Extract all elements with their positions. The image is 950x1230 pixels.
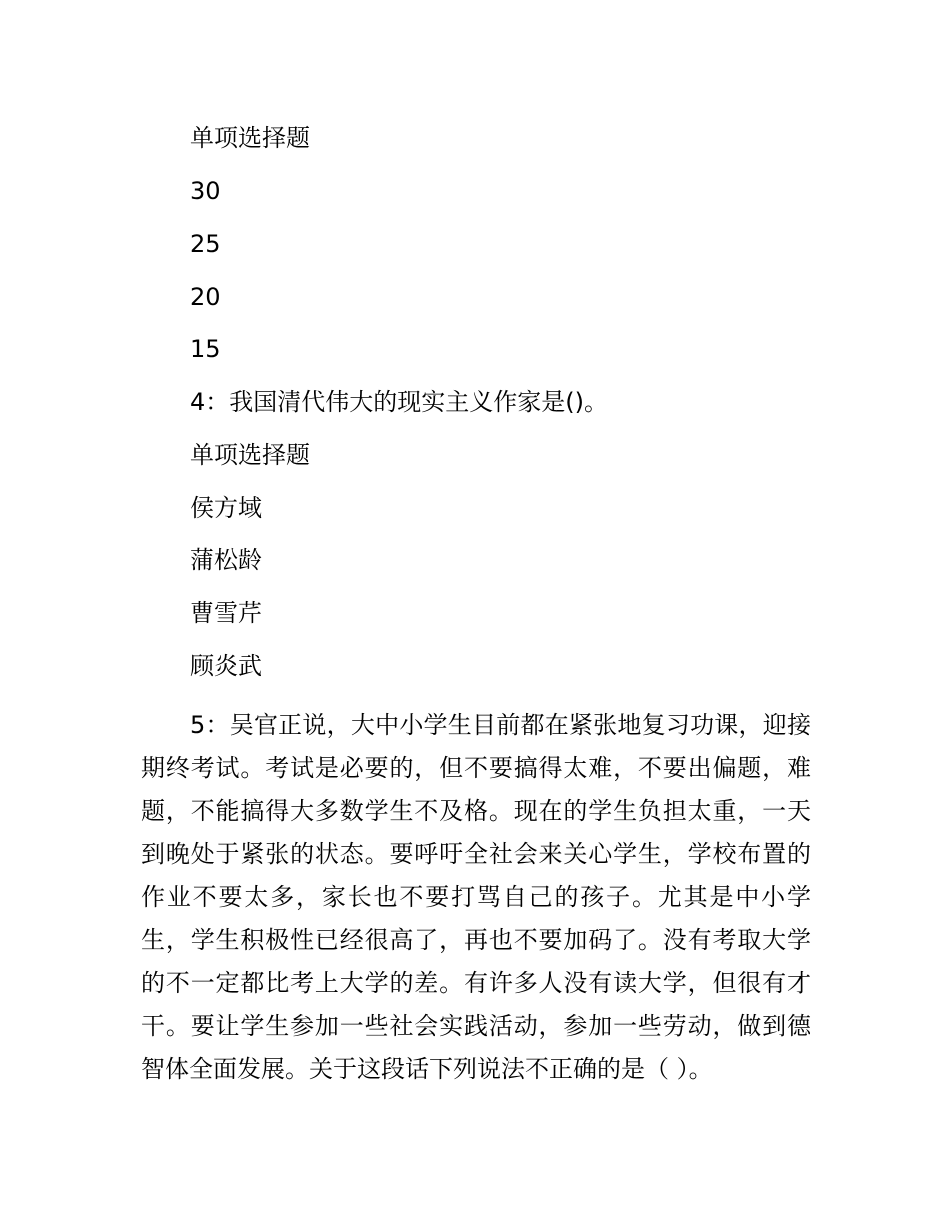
option-c: 20: [190, 283, 221, 311]
option-a: 30: [190, 177, 221, 205]
option-b: 蒲松龄: [190, 546, 262, 574]
option-b: 25: [190, 230, 221, 258]
option-d: 15: [190, 335, 221, 363]
question-type-label: 单项选择题: [190, 124, 310, 152]
question-type-label: 单项选择题: [190, 441, 310, 469]
question-stem-paragraph: 5：吴官正说，大中小学生目前都在紧张地复习功课，迎接期终考试。考试是必要的，但不要搞得太难，不要出偏题，难题，不能搞得大多数学生不及格。现在的学生负担太重，一天到晚处于紧张的状态。要呼吁全社会来关心学生，学校布置的作业不要太多，家长也不要打骂自己的孩子。尤其是中小学生，学生积极性已经很高了，再也不要加码了。没有考取大学的不一定都比考上大学的差。有许多人没有读大学，但很有才干。要让学生参加一些社会实践活动，参加一些劳动，做到德智体全面发展。关于这段话下列说法不正确的是（ ）。: [141, 711, 811, 1083]
option-a: 侯方域: [190, 494, 262, 522]
question-stem: 4：我国清代伟大的现实主义作家是()。: [190, 388, 608, 416]
option-d: 顾炎武: [190, 652, 262, 680]
option-c: 曹雪芹: [190, 599, 262, 627]
